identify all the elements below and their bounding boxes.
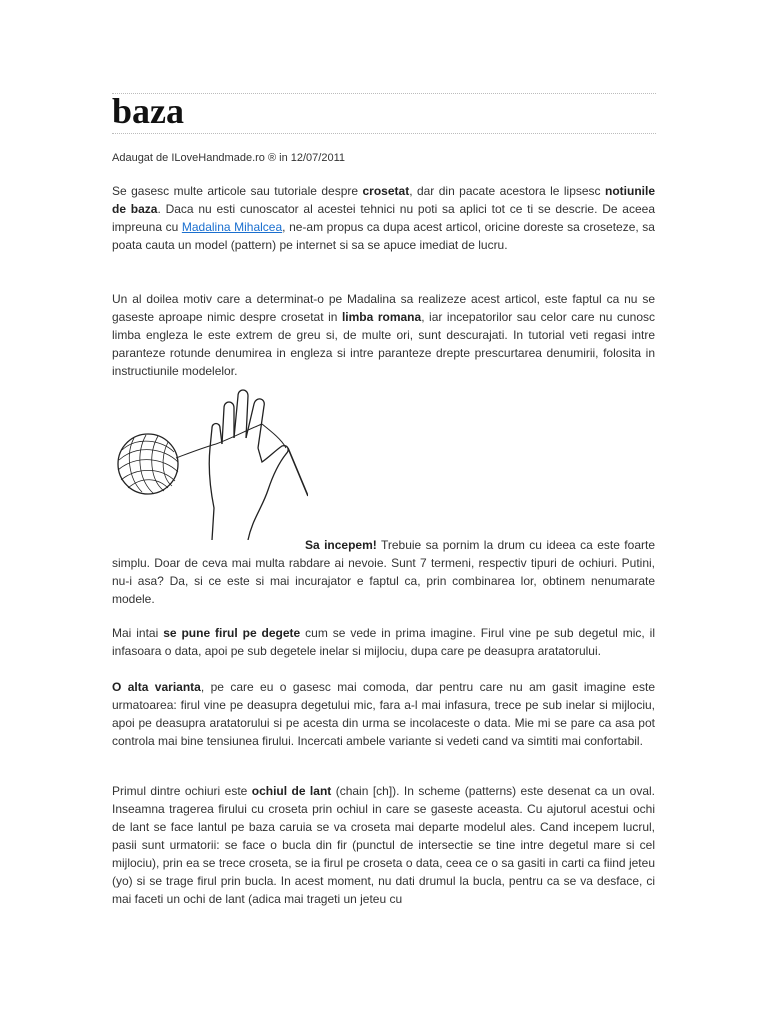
p1-text-3: . Daca nu esti cunoscator al acestei tehnici nu poti sa aplici tot ce ti se descrie. De aceea impreuna cu [112, 202, 656, 234]
p2-text-1: Un al doilea motiv care a determinat-o pe Madalina sa realizeze acest articol, este faptul ca nu se gaseste aproape nimic despre crosetat in [112, 292, 655, 324]
p4-text-2: cum se vede in prima imagine. Firul vine pe sub degetul mic, il infasoara o data, apoi pe sub degetele inelar si mijlociu, dupa care pe deasupra aratatorului. [112, 626, 655, 658]
p1-bold-2: notiunile de baza [112, 184, 655, 216]
p2-bold-1: limba romana [341, 310, 422, 324]
p1-text-2: , dar din pacate acestora le lipsesc [409, 184, 605, 198]
p1-text-1: Se gasesc multe articole sau tutoriale despre [112, 184, 363, 198]
p4-text-1: Mai intai [112, 626, 164, 640]
meta-in: in [279, 152, 288, 164]
paragraph-chain-stitch [112, 782, 655, 908]
p1-text-4: , ne-am propus ca dupa acest articol, oricine doreste sa croseteze, sa poata cauta un model (pattern) pe internet si sa se apuce imediat de lucru. [112, 220, 655, 252]
meta-date: 12/07/2011 [290, 152, 346, 164]
paragraph-lets-start [112, 536, 655, 608]
p1-bold-1: crosetat [362, 184, 410, 198]
paragraph-intro [112, 182, 655, 254]
p5-text-1: , pe care eu o gasesc mai comoda, dar pentru care nu am gasit imagine este urmatoarea: firul vine pe deasupra degetului mic, fara a-l mai infasura, trece pe sub inelar si mijlociu, apoi pe deasupra aratatorului si pe acesta din urma se incolaceste o data. Mie mi se pare ca asa pot controla mai bine tensiunea firului. Incercati ambele variante si vedeti cand va simtiti mai confortabil. [112, 680, 655, 748]
meta-prefix: Adaugat de [112, 152, 169, 164]
p5-bold-1: O alta varianta [112, 680, 201, 694]
paragraph-alternative [112, 678, 655, 750]
p6-text-2: (chain [ch]). In scheme (patterns) este desenat ca un oval. Inseamna tragerea firului cu croseta prin ochiul in care se gaseste aceasta. Cu ajutorul acestui ochi de lant se face lantul pe baza caruia se va croseta mai departe modelul ales. Cand incepem lucrul, pasii sunt urmatorii: se face o bucla din fir (punctul de intersectie se tine intre degetul mare si cel mijlociu), prin ea se trece croseta, se ia firul pe croseta o data, ceea ce o sa gasiti in carti ca fiind jeteu (yo) si se trage firul prin bucla. In acest moment, nu dati drumul la bucla, pentru ca se va desface, ci mai faceti un ochi de lant (adica mai trageti un jeteu cu [112, 784, 656, 906]
p3-text-1: Trebuie sa pornim la drum cu ideea ca este foarte simplu. Doar de ceva mai multa rabdare ai nevoie. Sunt 7 termeni, respectiv tipuri de ochiuri. Putini, nu-i asa? Da, si ce este si mai incurajator e faptul ca, prin combinarea lor, obtinem nenumarate modele. [112, 538, 655, 606]
p6-text-1: Primul dintre ochiuri este [112, 784, 252, 798]
p2-text-2: , iar incepatorilor sau celor care nu cunosc limba engleza le este extrem de greu si, de multe ori, sunt descurajati. In tutorial veti regasi intre paranteze rotunde denumirea in engleza si intre paranteze drepte prescurtarea denumirii, folosita in instructiunile modelelor. [112, 310, 655, 378]
p4-bold-1: se pune firul pe degete [163, 626, 301, 640]
meta-author[interactable]: ILoveHandmade.ro ® [171, 152, 277, 164]
p6-bold-1: ochiul de lant [251, 784, 332, 798]
article-meta [112, 151, 345, 165]
p3-bold-1: Sa incepem! [305, 538, 377, 552]
paragraph-yarn-on-fingers [112, 624, 655, 660]
title-divider [112, 133, 656, 134]
paragraph-motivation [112, 290, 655, 380]
hand-with-yarn-ball-icon [112, 388, 308, 540]
top-divider [112, 93, 656, 94]
article-title: baza [112, 91, 184, 131]
author-link[interactable]: Madalina Mihalcea [181, 220, 283, 234]
